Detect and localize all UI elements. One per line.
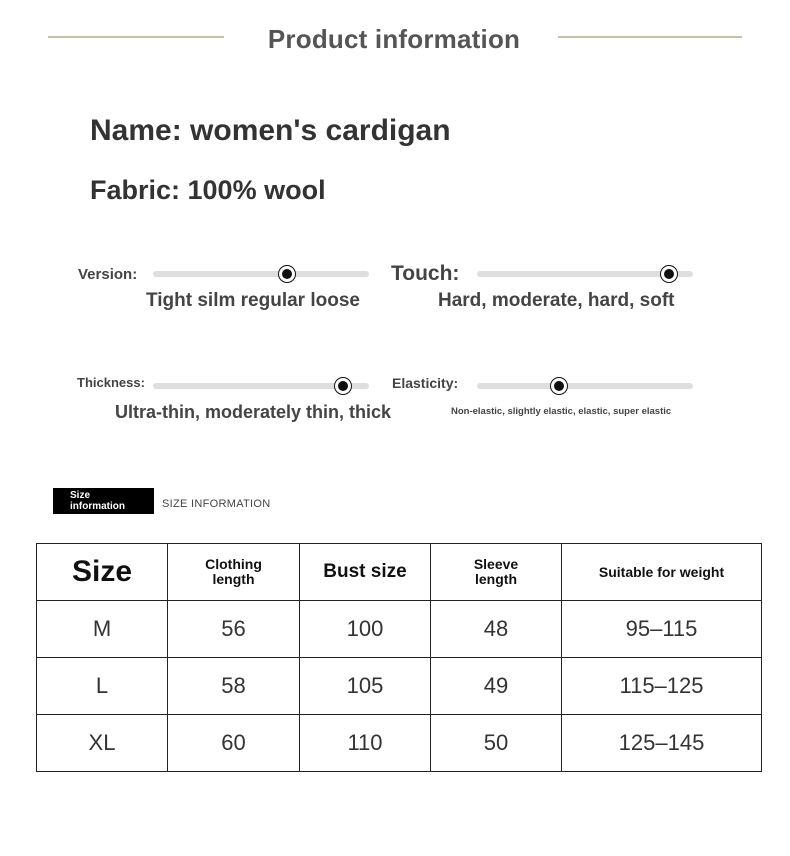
- attribute-description: Tight silm regular loose: [146, 290, 360, 311]
- header-divider-right: [558, 36, 742, 38]
- cell-size: XL: [37, 715, 168, 772]
- column-header-sleeve-length: Sleeve length: [431, 544, 562, 601]
- cell-suitable-weight: 115–125: [562, 658, 762, 715]
- cell-size: L: [37, 658, 168, 715]
- attribute-track: [477, 271, 693, 277]
- cell-clothing-length: 58: [168, 658, 300, 715]
- size-info-tag-line2: information: [70, 501, 125, 512]
- product-fabric: Fabric: 100% wool: [90, 175, 326, 205]
- slider-knob: [278, 265, 296, 283]
- attribute-description: Non-elastic, slightly elastic, elastic, super elastic: [451, 406, 672, 417]
- attribute-track: [477, 383, 693, 389]
- cell-bust-size: 100: [300, 601, 431, 658]
- header-divider-left: [48, 36, 224, 38]
- column-header-bust-size: Bust size: [300, 544, 431, 601]
- attribute-label: Version:: [78, 266, 138, 283]
- slider-knob: [334, 377, 352, 395]
- attribute-track: [153, 271, 369, 277]
- cell-bust-size: 110: [300, 715, 431, 772]
- size-info-tag-line1: Size: [70, 490, 91, 501]
- attribute-track: [153, 383, 369, 389]
- cell-size: M: [37, 601, 168, 658]
- cell-sleeve-length: 50: [431, 715, 562, 772]
- size-info-caption: SIZE INFORMATION: [162, 498, 271, 510]
- table-row: [37, 658, 762, 715]
- cell-suitable-weight: 95–115: [562, 601, 762, 658]
- cell-suitable-weight: 125–145: [562, 715, 762, 772]
- attribute-description: Ultra-thin, moderately thin, thick: [115, 402, 392, 422]
- size-info-tag: [53, 488, 154, 514]
- attribute-label: Elasticity:: [392, 375, 459, 391]
- column-header-size: Size: [37, 544, 168, 601]
- product-name: Name: women's cardigan: [90, 114, 451, 147]
- attribute-label: Touch:: [391, 262, 460, 285]
- size-table: [36, 543, 762, 772]
- cell-sleeve-length: 48: [431, 601, 562, 658]
- cell-clothing-length: 56: [168, 601, 300, 658]
- page-title: Product information: [267, 24, 521, 54]
- slider-knob: [550, 377, 568, 395]
- table-row: [37, 601, 762, 658]
- attribute-label: Thickness:: [77, 375, 145, 390]
- cell-bust-size: 105: [300, 658, 431, 715]
- column-header-clothing-length: Clothing length: [168, 544, 300, 601]
- cell-sleeve-length: 49: [431, 658, 562, 715]
- cell-clothing-length: 60: [168, 715, 300, 772]
- table-header-row: [37, 544, 762, 601]
- column-header-suitable-weight: Suitable for weight: [562, 544, 762, 601]
- table-row: [37, 715, 762, 772]
- slider-knob: [660, 265, 678, 283]
- attribute-description: Hard, moderate, hard, soft: [438, 290, 675, 311]
